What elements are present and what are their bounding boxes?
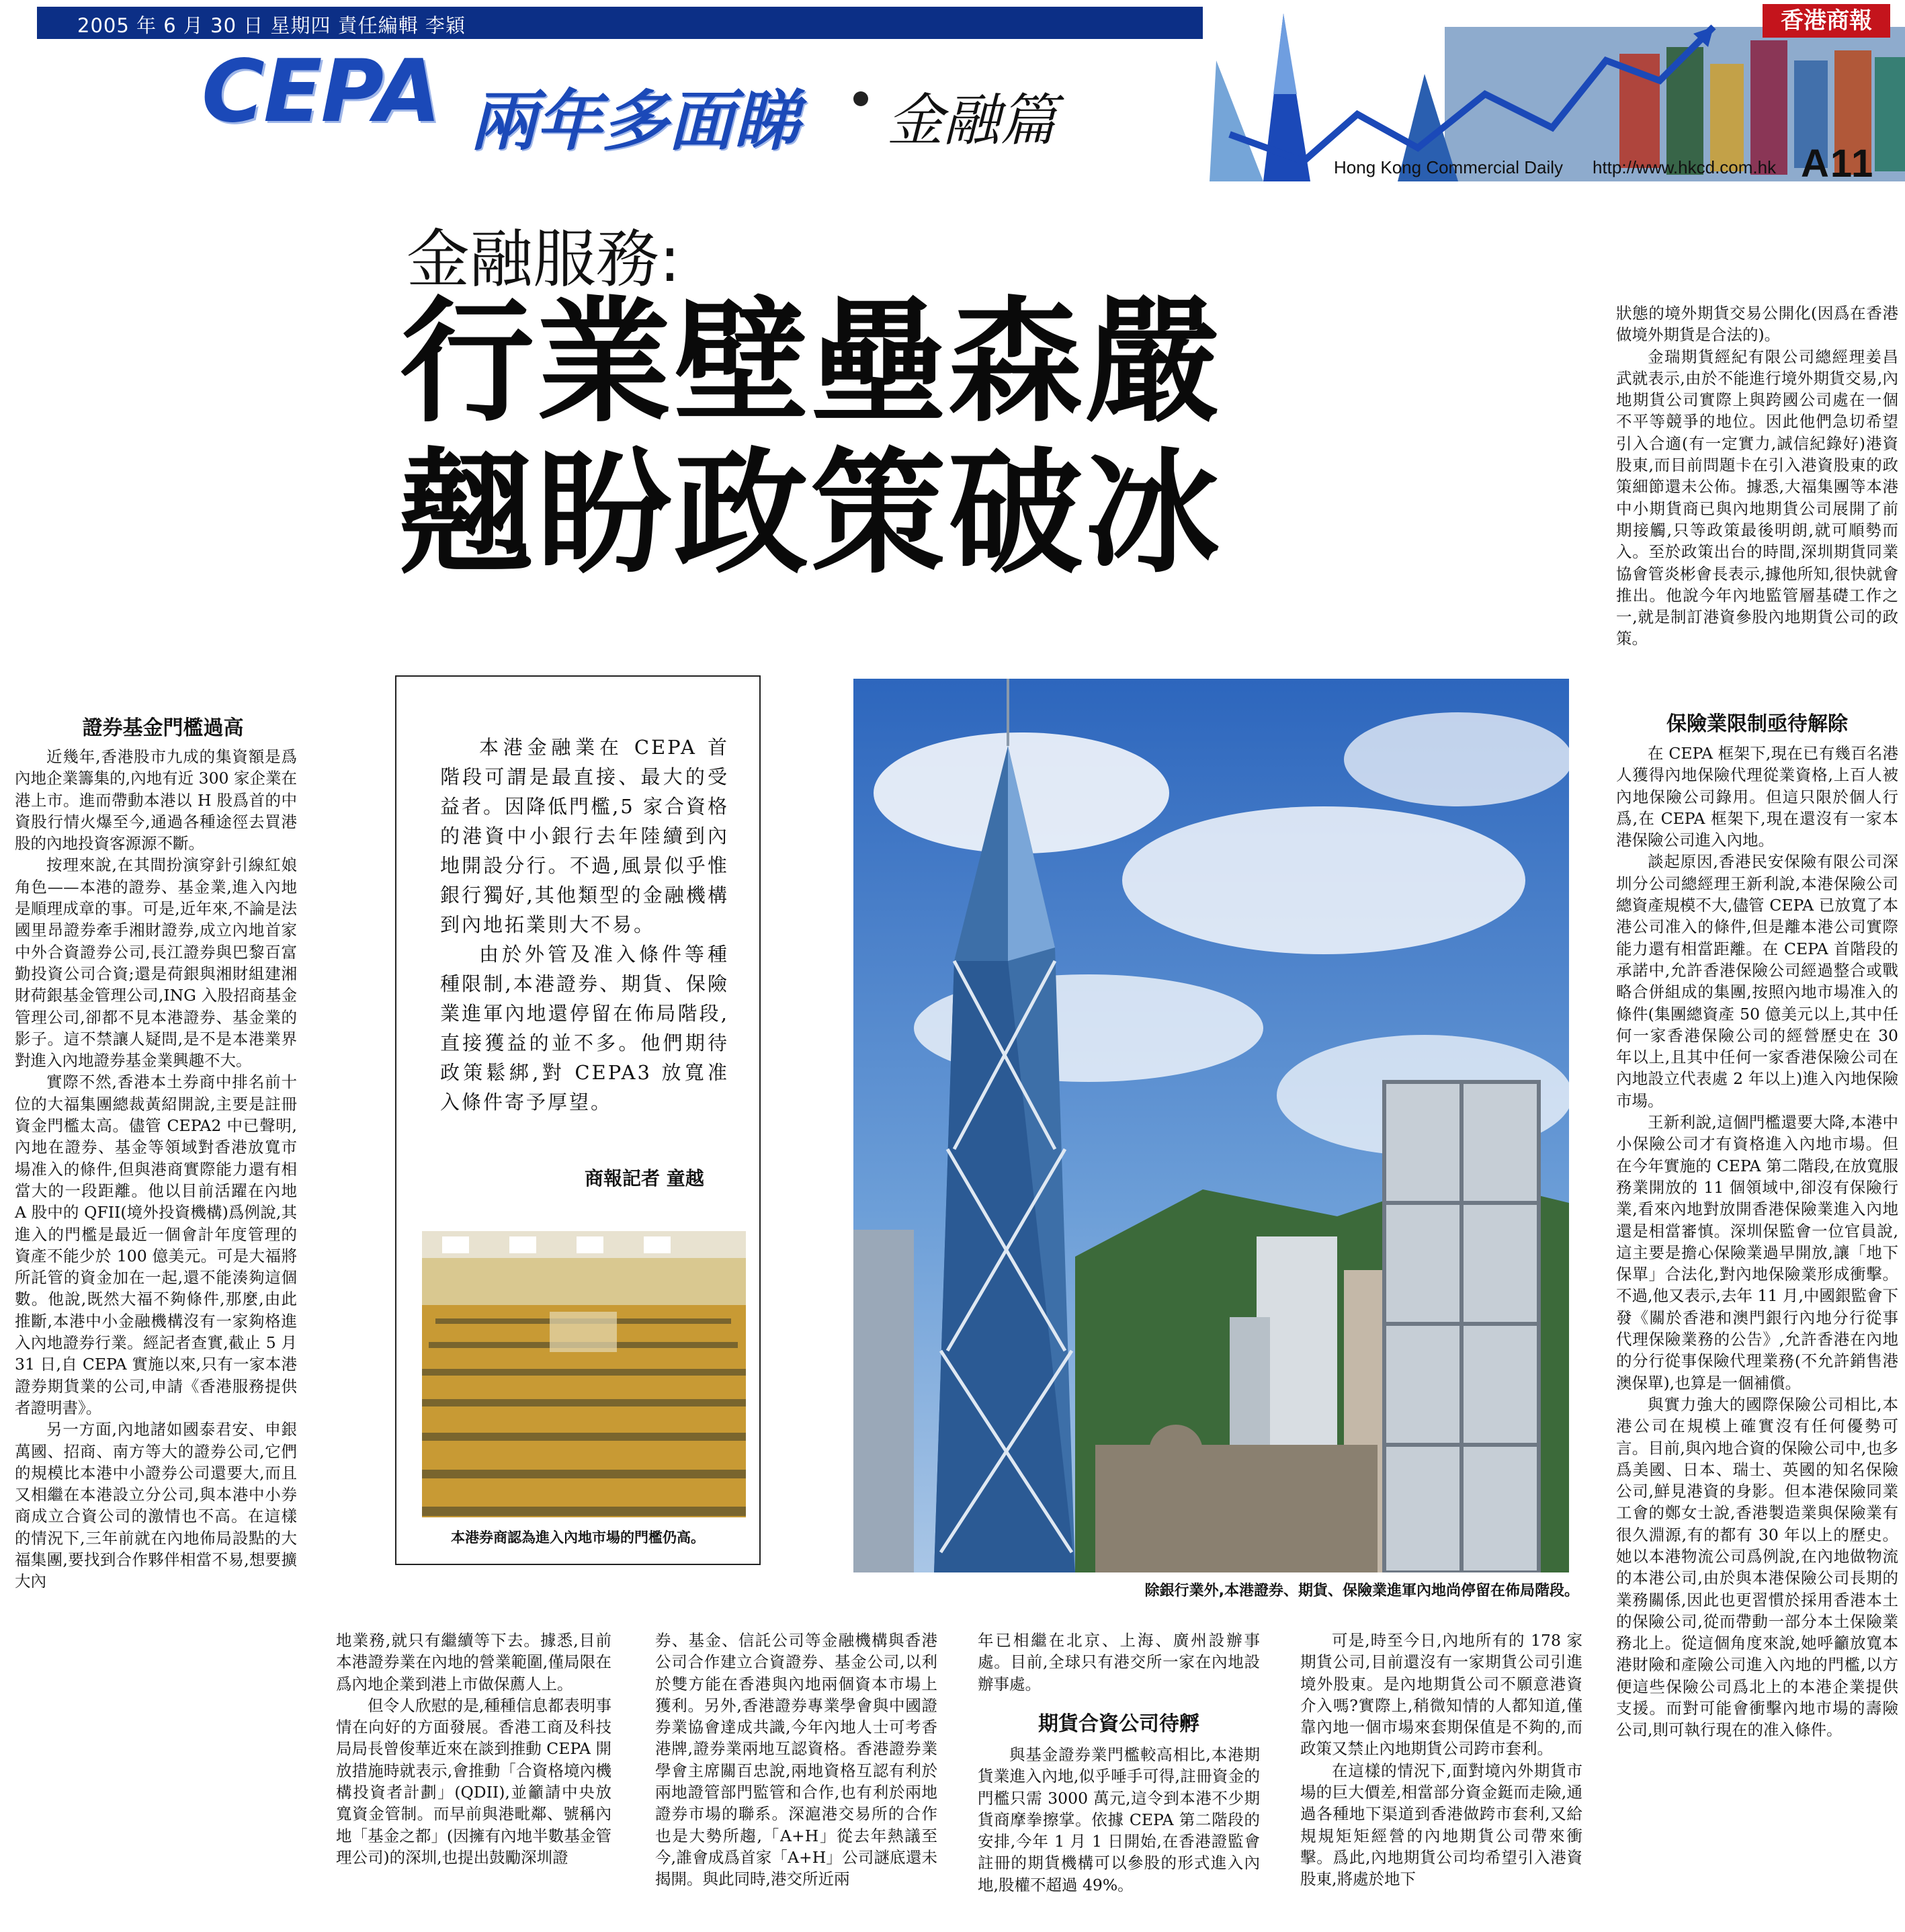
article-paragraph: 金瑞期貨經紀有限公司總經理姜昌武就表示,由於不能進行境外期貨交易,內地期貨公司實際上與跨國公司處在一個不平等競爭的地位。因此他們急切希望引入合適(有一定實力,誠信紀錄好)港資股東,而目前問題卡在引入港資股東的政策細節還未公佈。據悉,大福集團等本港中小期貨商已與內地期貨公司展開了前期接觸,只等政策最後明朗,就可順勢而入。至於政策出台的時間,深圳期貨同業協會管炎彬會長表示,據他所知,很快就會推出。他說今年內地監管層基礎工作之一,就是制訂港資參股內地期貨公司的政策。 bbox=[1616, 347, 1898, 648]
article-column-4 bbox=[978, 1630, 1260, 1695]
article-column-3 bbox=[655, 1630, 937, 1890]
article-column-6b bbox=[1616, 743, 1898, 1741]
series-title: 兩年多面睇 bbox=[470, 83, 800, 160]
article-paragraph: 狀態的境外期貨交易公開化(因爲在香港做境外期貨是合法的)。 bbox=[1616, 304, 1898, 345]
article-paragraph: 在 CEPA 框架下,現在已有幾百名港人獲得內地保險代理從業資格,上百人被內地保險公司錄用。但這只限於個人行爲,在 CEPA 框架下,現在還沒有一家本港保險公司進入內地。 bbox=[1616, 744, 1898, 850]
article-paragraph: 在這樣的情況下,面對境內外期貨市場的巨大價差,相當部分資金鋌而走險,通過各種地下渠道到香港做跨市套利,又給規規矩矩經營的內地期貨公司帶來衝擊。爲此,內地期貨公司均希望引入港資股東,將處於地下 bbox=[1300, 1761, 1582, 1889]
article-paragraph: 與實力強大的國際保險公司相比,本港公司在規模上確實沒有任何優勢可言。目前,與內地合資的保險公司中,也多爲美國、日本、瑞士、英國的知名保險公司,鮮見港資的身影。但本港保險同業工會的鄭女士說,香港製造業與保險業有很久淵源,有的都有 30 年以上的歷史。她以本港物流公司爲例說,在內地做物流的本港公司,由於與本港保險公司長期的業務關係,因此也更習慣於採用香港本土的保險公司,從而帶動一部分本土保險業務北上。從這個角度來說,她呼籲放寬本港財險和產險公司進入內地的門檻,以方便這些保險公司爲北上的本港企業提供支援。而對可能會衝擊內地市場的壽險公司,則可執行現在的准入條件。 bbox=[1616, 1394, 1898, 1740]
photo-caption: 除銀行業外,本港證券、期貨、保險業進軍內地尚停留在佈局階段。 bbox=[1144, 1583, 1579, 1599]
article-paragraph: 券、基金、信託公司等金融機構與香港公司合作建立合資證券、基金公司,以利於雙方能在香港與內地兩個資本市場上獲利。另外,香港證券專業學會與中國證券業協會達成共識,今年內地人士可考香港牌,證券業兩地互認資格。香港證券業學會主席關百忠說,兩地資格互認有利於兩地證管部門監管和合作,也有利於兩地證券市場的聯系。深滬港交易所的合作也是大勢所趨,「A+H」從去年熱議至今,誰會成爲首家「A+H」公司謎底還未揭開。與此同時,港交所近兩 bbox=[655, 1631, 937, 1889]
article-column-1 bbox=[15, 746, 297, 1593]
article-paragraph: 但令人欣慰的是,種種信息都表明事情在向好的方面發展。香港工商及科技局局長曾俊華近來在談到推動 CEPA 開放措施時就表示,會推動「合資格境內機構投資者計劃」(QDII),並籲請中央放寬資金管制。而早前與港毗鄰、號稱內地「基金之都」(因擁有內地半數基金管理公司)的深圳,也提出鼓勵深圳證 bbox=[336, 1695, 611, 1867]
article-column-5 bbox=[1300, 1630, 1582, 1890]
article-paragraph: 可是,時至今日,內地所有的 178 家期貨公司,目前還沒有一家期貨公司引進境外股東。是內地期貨公司不願意港資介入嗎?實際上,稍微知情的人都知道,僅靠內地一個市場來套期保值是不夠的,而政策又禁止內地期貨公司跨市套利。 bbox=[1300, 1631, 1582, 1759]
subheading-insurance: 保險業限制亟待解除 bbox=[1666, 712, 1848, 736]
headline-line-2: 翹盼政策破冰 bbox=[400, 435, 1223, 592]
paper-name-english: Hong Kong Commercial Daily bbox=[1334, 157, 1564, 177]
hong-kong-skyline-photo bbox=[853, 679, 1569, 1572]
article-paragraph: 王新利說,這個門檻還要大降,本港中小保險公司才有資格進入內地市場。但在今年實施的 CEPA 第二階段,在放寬服務業開放的 11 個領域中,卻沒有保險行業,看來內地對放開香港保險業進入內地還是相當審慎。深圳保監會一位官員說,這主要是擔心保險業過早開放,讓「地下保單」合法化,對內地保險業形成衝擊。不過,他又表示,去年 11 月,中國銀監會下發《關於香港和澳門銀行內地分行從事代理保險業務的公告》,允許香港在內地的分行從事保險代理業務(不允許銷售港澳保單),也算是一個補償。 bbox=[1616, 1113, 1898, 1392]
article-paragraph: 年已相繼在北京、上海、廣州設辦事處。目前,全球只有港交所一家在內地設辦事處。 bbox=[978, 1631, 1260, 1693]
series-title-latin: CEPA bbox=[202, 42, 440, 142]
article-paragraph: 與基金證券業門檻較高相比,本港期貨業進入內地,似乎唾手可得,註冊資金的門檻只需 3000 萬元,這令到本港不少期貨商摩拳擦掌。依據 CEPA 第二階段的安排,今年 1 月 1 日開始,在香港證監會註冊的期貨機構可以參股的形式進入內地,股權不超過 49%。 bbox=[978, 1745, 1260, 1894]
article-paragraph: 另一方面,內地諸如國泰君安、申銀萬國、招商、南方等大的證券公司,它們的規模比本港中小證券公司還要大,而且又相繼在本港設立分公司,與本港中小券商成立合資公司的激情也不高。在這樣的情況下,三年前就在內地佈局設點的大福集團,要找到合作夥伴相當不易,想要擴大內 bbox=[15, 1420, 297, 1591]
section-title: 金融篇 bbox=[887, 87, 1057, 153]
headline-line-1: 行業壁壘森嚴 bbox=[400, 284, 1223, 441]
intro-paragraph: 本港金融業在 CEPA 首階段可謂是最直接、最大的受益者。因降低門檻,5 家合資格的港資中小銀行去年陸續到內地開設分行。不過,風景似乎惟銀行獨好,其他類型的金融機構到內地拓業則大不易。 bbox=[440, 736, 729, 936]
byline: 商報記者 童越 bbox=[585, 1167, 704, 1189]
intro-text bbox=[440, 732, 729, 1117]
intro-paragraph: 由於外管及准入條件等種種限制,本港證券、期貨、保險業進軍內地還停留在佈局階段,直接獲益的並不多。他們期待政策鬆綁,對 CEPA3 放寬准入條件寄予厚望。 bbox=[440, 943, 729, 1114]
article-column-2 bbox=[336, 1630, 611, 1868]
headline-kicker: 金融服務: bbox=[407, 223, 681, 296]
newspaper-logo: 香港商報 bbox=[1763, 4, 1890, 38]
article-paragraph: 按理來說,在其間扮演穿針引線紅娘角色——本港的證券、基金業,進入內地是順理成章的事。可是,近年來,不論是法國里昂證券牽手湘財證券,成立內地首家中外合資證券公司,長江證券與巴黎百富勤投資公司合資;還是荷銀與湘財組建湘財荷銀基金管理公司,ING 入股招商基金管理公司,卻都不見本港證券、基金業的影子。這不禁讓人疑問,是不是本港業界對進入內地證券基金業興趣不大。 bbox=[15, 855, 297, 1070]
paper-url: http://www.hkcd.com.hk bbox=[1593, 157, 1777, 177]
subheading-securities: 證券基金門檻過高 bbox=[82, 716, 244, 740]
article-paragraph: 地業務,就只有繼續等下去。據悉,目前本港證券業在內地的營業範圍,僅局限在爲內地企業到港上市做保薦人上。 bbox=[336, 1631, 611, 1693]
page-number: A11 bbox=[1801, 142, 1875, 185]
title-separator-dot bbox=[853, 91, 868, 106]
issue-date: 2005 年 6 月 30 日 星期四 責任編輯 李穎 bbox=[77, 14, 466, 37]
article-column-4b bbox=[978, 1744, 1260, 1896]
photo-caption: 本港券商認為進入內地市場的門檻仍高。 bbox=[451, 1529, 705, 1546]
subheading-futures: 期貨合資公司待孵 bbox=[1038, 1712, 1199, 1736]
trading-floor-photo bbox=[422, 1231, 746, 1517]
article-paragraph: 談起原因,香港民安保險有限公司深圳分公司總經理王新利說,本港保險公司總資產規模不大,儘管 CEPA 已放寬了本港公司准入的條件,但是離本港公司實際能力還有相當距離。在 CEPA 首階段的承諾中,允許香港保險公司經過整合或戰略合併組成的集團,按照內地市場准入的條件(集團總資產 50 億美元以上,其中任何一家香港保險公司的經營歷史在 30 年以上,且其中任何一家香港保險公司在內地設立代表處 2 年以上)進入內地保險市場。 bbox=[1616, 852, 1898, 1110]
article-paragraph: 近幾年,香港股市九成的集資額是爲內地企業籌集的,內地有近 300 家企業在港上市。進而帶動本港以 H 股爲首的中資股行情火爆至今,通過各種途徑去買港股的內地投資客源源不斷。 bbox=[15, 747, 297, 853]
article-column-6 bbox=[1616, 302, 1898, 650]
article-paragraph: 實際不然,香港本土券商中排名前十位的大福集團總裁黃紹開說,主要是註冊資金門檻太高。儘管 CEPA2 中已聲明,內地在證券、基金等領域對香港放寬市場准入的條件,但與港商實際能力還有相當大的一段距離。他以目前活躍在內地 A 股中的 QFII(境外投資機構)爲例說,其進入的門檻是最近一個會計年度管理的資產不能少於 100 億美元。可是大福將所託管的資金加在一起,還不能湊夠這個數。他說,既然大福不夠條件,那麼,由此推斷,本港中小金融機構沒有一家夠格進入內地證券行業。經記者查實,截止 5 月 31 日,自 CEPA 實施以來,只有一家本港證券期貨業的公司,申請《香港服務提供者證明書》。 bbox=[15, 1073, 297, 1417]
